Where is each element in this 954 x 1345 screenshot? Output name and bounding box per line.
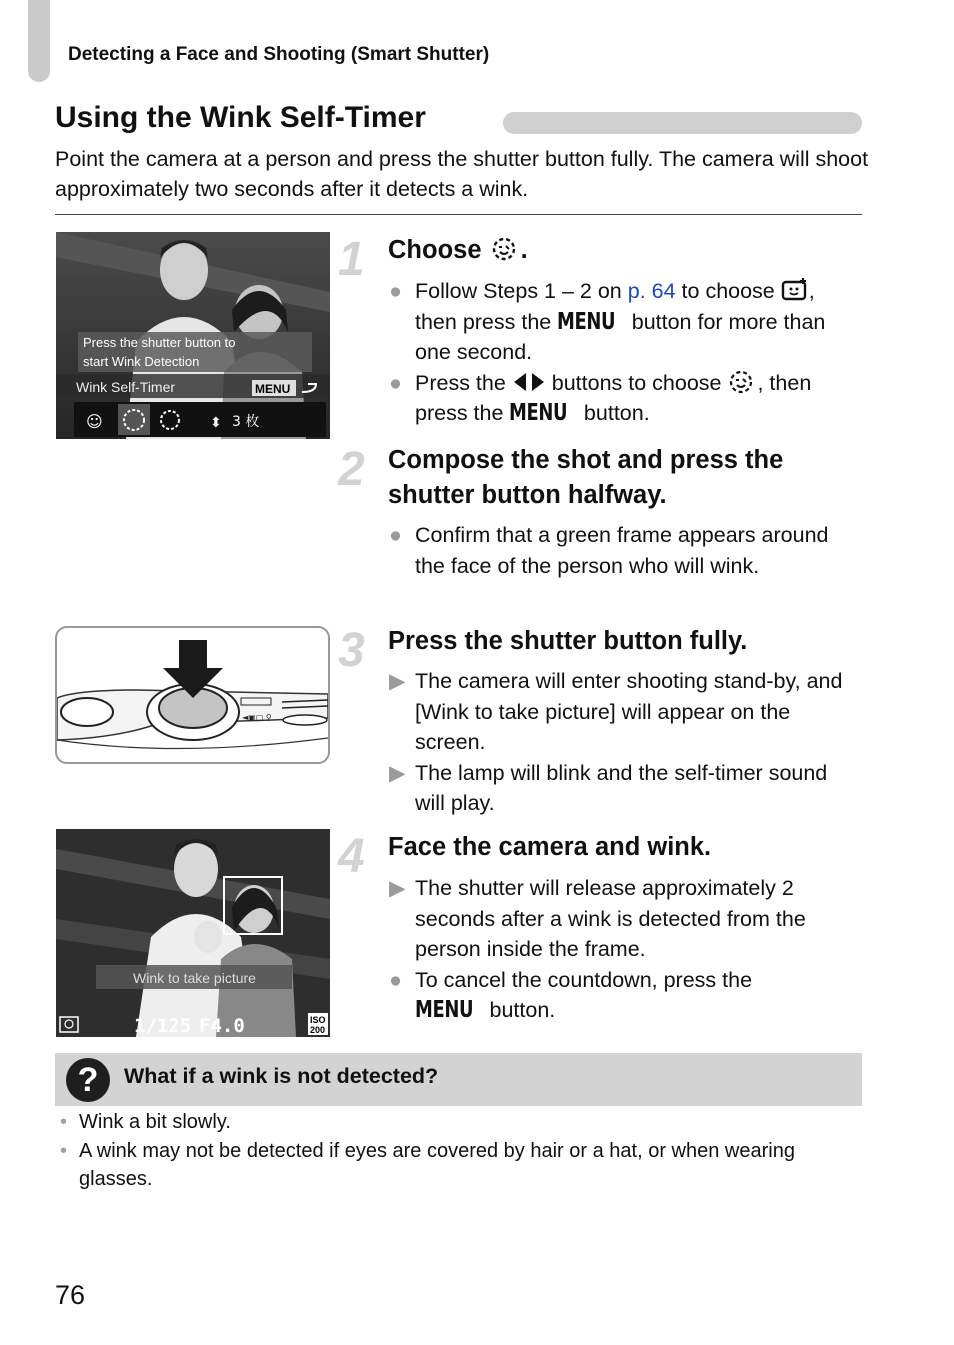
- step-4-bullets: [388, 873, 863, 1026]
- bullet-item: ● Confirm that a green frame appears around the face of the person who will wink.: [388, 520, 863, 581]
- triangle-bullet-icon: ▶: [389, 876, 406, 900]
- bullet-item: ● To cancel the countdown, press the MENU button.: [388, 965, 863, 1026]
- tips-list: [60, 1108, 860, 1194]
- step-heading-2: Compose the shot and press the shutter button halfway.: [388, 446, 784, 509]
- title-decoration-bar: [503, 112, 862, 134]
- wink-timer-icon: [727, 368, 757, 394]
- page-link[interactable]: p. 64: [627, 279, 676, 303]
- running-head: Detecting a Face and Shooting (Smart Shutter): [68, 44, 490, 65]
- camera-screen-wink-detect: [56, 829, 330, 1037]
- menu-button-label: MENU: [557, 308, 616, 335]
- step-3-bullets: [388, 666, 863, 819]
- triangle-bullet-icon: ▶: [389, 669, 406, 693]
- step-2-bullets: [388, 520, 863, 581]
- step-number-3: 3: [338, 624, 365, 677]
- screen-shutter-speed: 1/125: [134, 1015, 192, 1037]
- menu-button-label: MENU: [415, 997, 474, 1023]
- screen-iso-value: 200: [310, 1025, 326, 1035]
- tip-item: • Wink a bit slowly.: [60, 1108, 860, 1137]
- step-heading-3: Press the shutter button fully.: [388, 627, 748, 655]
- bullet-item: ▶ The camera will enter shooting stand-by, and [Wink to take picture] will appear on the screen.: [388, 666, 863, 758]
- divider: [55, 214, 862, 215]
- bullet-item: ● Follow Steps 1 – 2 on p. 64 to choose , then press the MENU button for more than one second.: [388, 276, 863, 368]
- screen-iso-label: ISO: [310, 1015, 326, 1025]
- screen-shots-count: 3 枚: [232, 414, 260, 430]
- dot-bullet-icon: •: [60, 1139, 68, 1162]
- circle-bullet-icon: ●: [389, 370, 402, 395]
- camera-screen-wink-menu: [56, 232, 330, 439]
- section-title: Using the Wink Self-Timer: [55, 101, 426, 134]
- triangle-bullet-icon: ▶: [389, 760, 406, 785]
- circle-bullet-icon: ●: [389, 279, 402, 303]
- page-number: 76: [55, 1280, 86, 1310]
- edge-tab: [28, 0, 50, 82]
- step-heading-4: Face the camera and wink.: [388, 833, 712, 861]
- svg-text:◄▣▢ ⚲: ◄▣▢ ⚲: [242, 713, 272, 722]
- screen-smile-icon: ☺: [86, 412, 103, 431]
- step-number-2: 2: [338, 443, 365, 496]
- step-number-4: 4: [338, 830, 365, 883]
- screen-aperture: F4.0: [199, 1015, 245, 1037]
- circle-bullet-icon: ●: [389, 523, 402, 547]
- step-number-1: 1: [338, 233, 365, 286]
- section-intro: Point the camera at a person and press the shutter button fully. The camera will shoot approximately two seconds after it detects a wink.: [55, 147, 869, 201]
- screen-message: Wink to take picture: [133, 970, 256, 986]
- bullet-item: ▶ The lamp will blink and the self-timer sound will play.: [388, 758, 863, 819]
- screen-mode-label: Wink Self-Timer: [76, 379, 176, 395]
- shutter-button-illustration: [55, 626, 330, 764]
- bullet-item: ▶ The shutter will release approximately 2 seconds after a wink is detected from the person inside the frame.: [388, 873, 863, 965]
- dot-bullet-icon: •: [60, 1111, 68, 1133]
- wink-timer-icon: [489, 235, 521, 261]
- screen-menu-label: MENU: [255, 382, 291, 396]
- step-heading-1: Choose .: [388, 236, 528, 264]
- circle-bullet-icon: ●: [389, 967, 402, 992]
- screen-up-down-icon: ⬍: [210, 415, 222, 431]
- question-icon: ?: [66, 1058, 110, 1102]
- left-right-arrows-icon: [512, 372, 546, 392]
- smart-shutter-icon: [781, 277, 809, 301]
- callout-title: What if a wink is not detected?: [124, 1064, 439, 1088]
- step-1-bullets: [388, 276, 863, 429]
- screen-prompt-line2: start Wink Detection: [83, 354, 200, 369]
- step-heading-text: Choose: [388, 236, 482, 264]
- screen-prompt-line1: Press the shutter button to: [83, 335, 236, 350]
- bullet-item: ● Press the buttons to choose , then press the MENU button.: [388, 368, 863, 429]
- menu-button-label: MENU: [509, 400, 568, 426]
- tip-item: • A wink may not be detected if eyes are covered by hair or a hat, or when wearing glasses.: [60, 1137, 860, 1194]
